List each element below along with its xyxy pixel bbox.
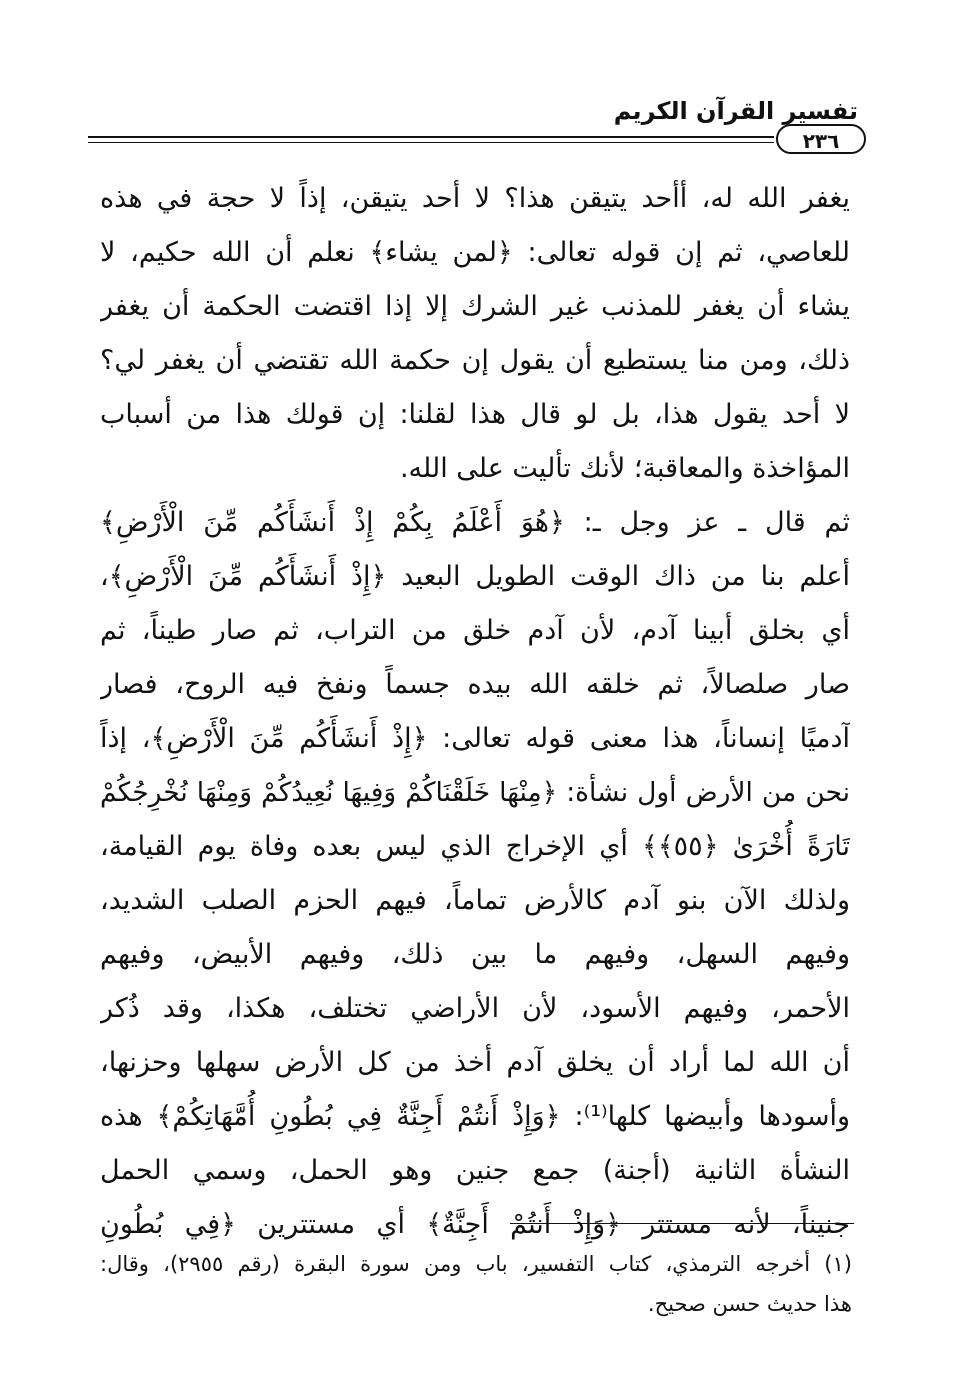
footnote-line: (١) أخرجه الترمذي، كتاب التفسير، باب ومن سورة البقرة (رقم ٢٩٥٥)، وقال: (100, 1252, 852, 1276)
text-line: أعلم بنا من ذاك الوقت الطويل البعيد ﴿إِذْ أَنشَأَكُم مِّنَ الْأَرْضِ﴾، (100, 561, 850, 592)
header-rule-thin (88, 142, 774, 143)
text-line: لا أحد يقول هذا، بل لو قال هذا لقلنا: إن قولك هذا من أسباب (100, 399, 850, 430)
footnote-line: هذا حديث حسن صحيح. (647, 1292, 852, 1316)
text-line: ثم قال ـ عز وجل ـ: ﴿هُوَ أَعْلَمُ بِكُمْ إِذْ أَنشَأَكُم مِّنَ الْأَرْضِ﴾ (100, 507, 850, 538)
text-line: وأسودها وأبيضها كلها⁽¹⁾: ﴿وَإِذْ أَنتُمْ أَجِنَّةٌ فِي بُطُونِ أُمَّهَاتِكُمْ﴾ هذه (100, 1101, 850, 1132)
page-header (88, 96, 866, 156)
main-text (100, 172, 850, 1252)
text-line: نحن من الأرض أول نشأة: ﴿مِنْهَا خَلَقْنَاكُمْ وَفِيهَا نُعِيدُكُمْ وَمِنْهَا نُخْرِجُكُمْ (100, 777, 850, 808)
text-line: المؤاخذة والمعاقبة؛ لأنك تأليت على الله. (399, 453, 850, 484)
text-line: جنيناً، لأنه مستتر ﴿وَإِذْ أَنتُمْ أَجِنَّةٌ﴾ أي مستترين ﴿فِي بُطُونِ (100, 1209, 850, 1240)
footnote-separator (510, 1223, 854, 1224)
text-line: ذلك، ومن منا يستطيع أن يقول إن حكمة الله تقتضي أن يغفر لي؟ (100, 345, 850, 376)
text-line: يشاء أن يغفر للمذنب غير الشرك إلا إذا اقتضت الحكمة أن يغفر (100, 291, 850, 322)
text-line: للعاصي، ثم إن قوله تعالى: ﴿لمن يشاء﴾ نعلم أن الله حكيم، لا (100, 237, 850, 268)
book-title: تفسير القرآن الكريم (613, 97, 858, 125)
text-line: أي بخلق أبينا آدم، لأن آدم خلق من التراب، ثم صار طيناً، ثم (100, 615, 850, 646)
text-line: الأحمر، وفيهم الأسود، لأن الأراضي تختلف، هكذا، وقد ذُكر (100, 993, 850, 1024)
text-line: وفيهم السهل، وفيهم ما بين ذلك، وفيهم الأبيض، وفيهم (100, 939, 850, 970)
text-line: أن الله لما أراد أن يخلق آدم أخذ من كل الأرض سهلها وحزنها، (100, 1047, 850, 1078)
page-number: ٢٣٦ (776, 124, 866, 154)
text-line: تَارَةً أُخْرَىٰ ﴿٥٥﴾﴾ أي الإخراج الذي ليس بعده وفاة يوم القيامة، (100, 831, 850, 862)
text-line: ولذلك الآن بنو آدم كالأرض تماماً، فيهم الحزم الصلب الشديد، (100, 885, 850, 916)
text-line: آدميًا إنساناً، هذا معنى قوله تعالى: ﴿إِذْ أَنشَأَكُم مِّنَ الْأَرْضِ﴾، إذاً (100, 723, 850, 754)
text-line: النشأة الثانية (أجنة) جمع جنين وهو الحمل، وسمي الحمل (100, 1155, 850, 1186)
footnotes (100, 1244, 852, 1324)
text-line: يغفر الله له، أأحد يتيقن هذا؟ لا أحد يتيقن، إذاً لا حجة في هذه (100, 183, 850, 214)
header-rule (88, 136, 774, 138)
text-line: صار صلصالاً، ثم خلقه الله بيده جسماً ونفخ فيه الروح، فصار (100, 669, 850, 700)
